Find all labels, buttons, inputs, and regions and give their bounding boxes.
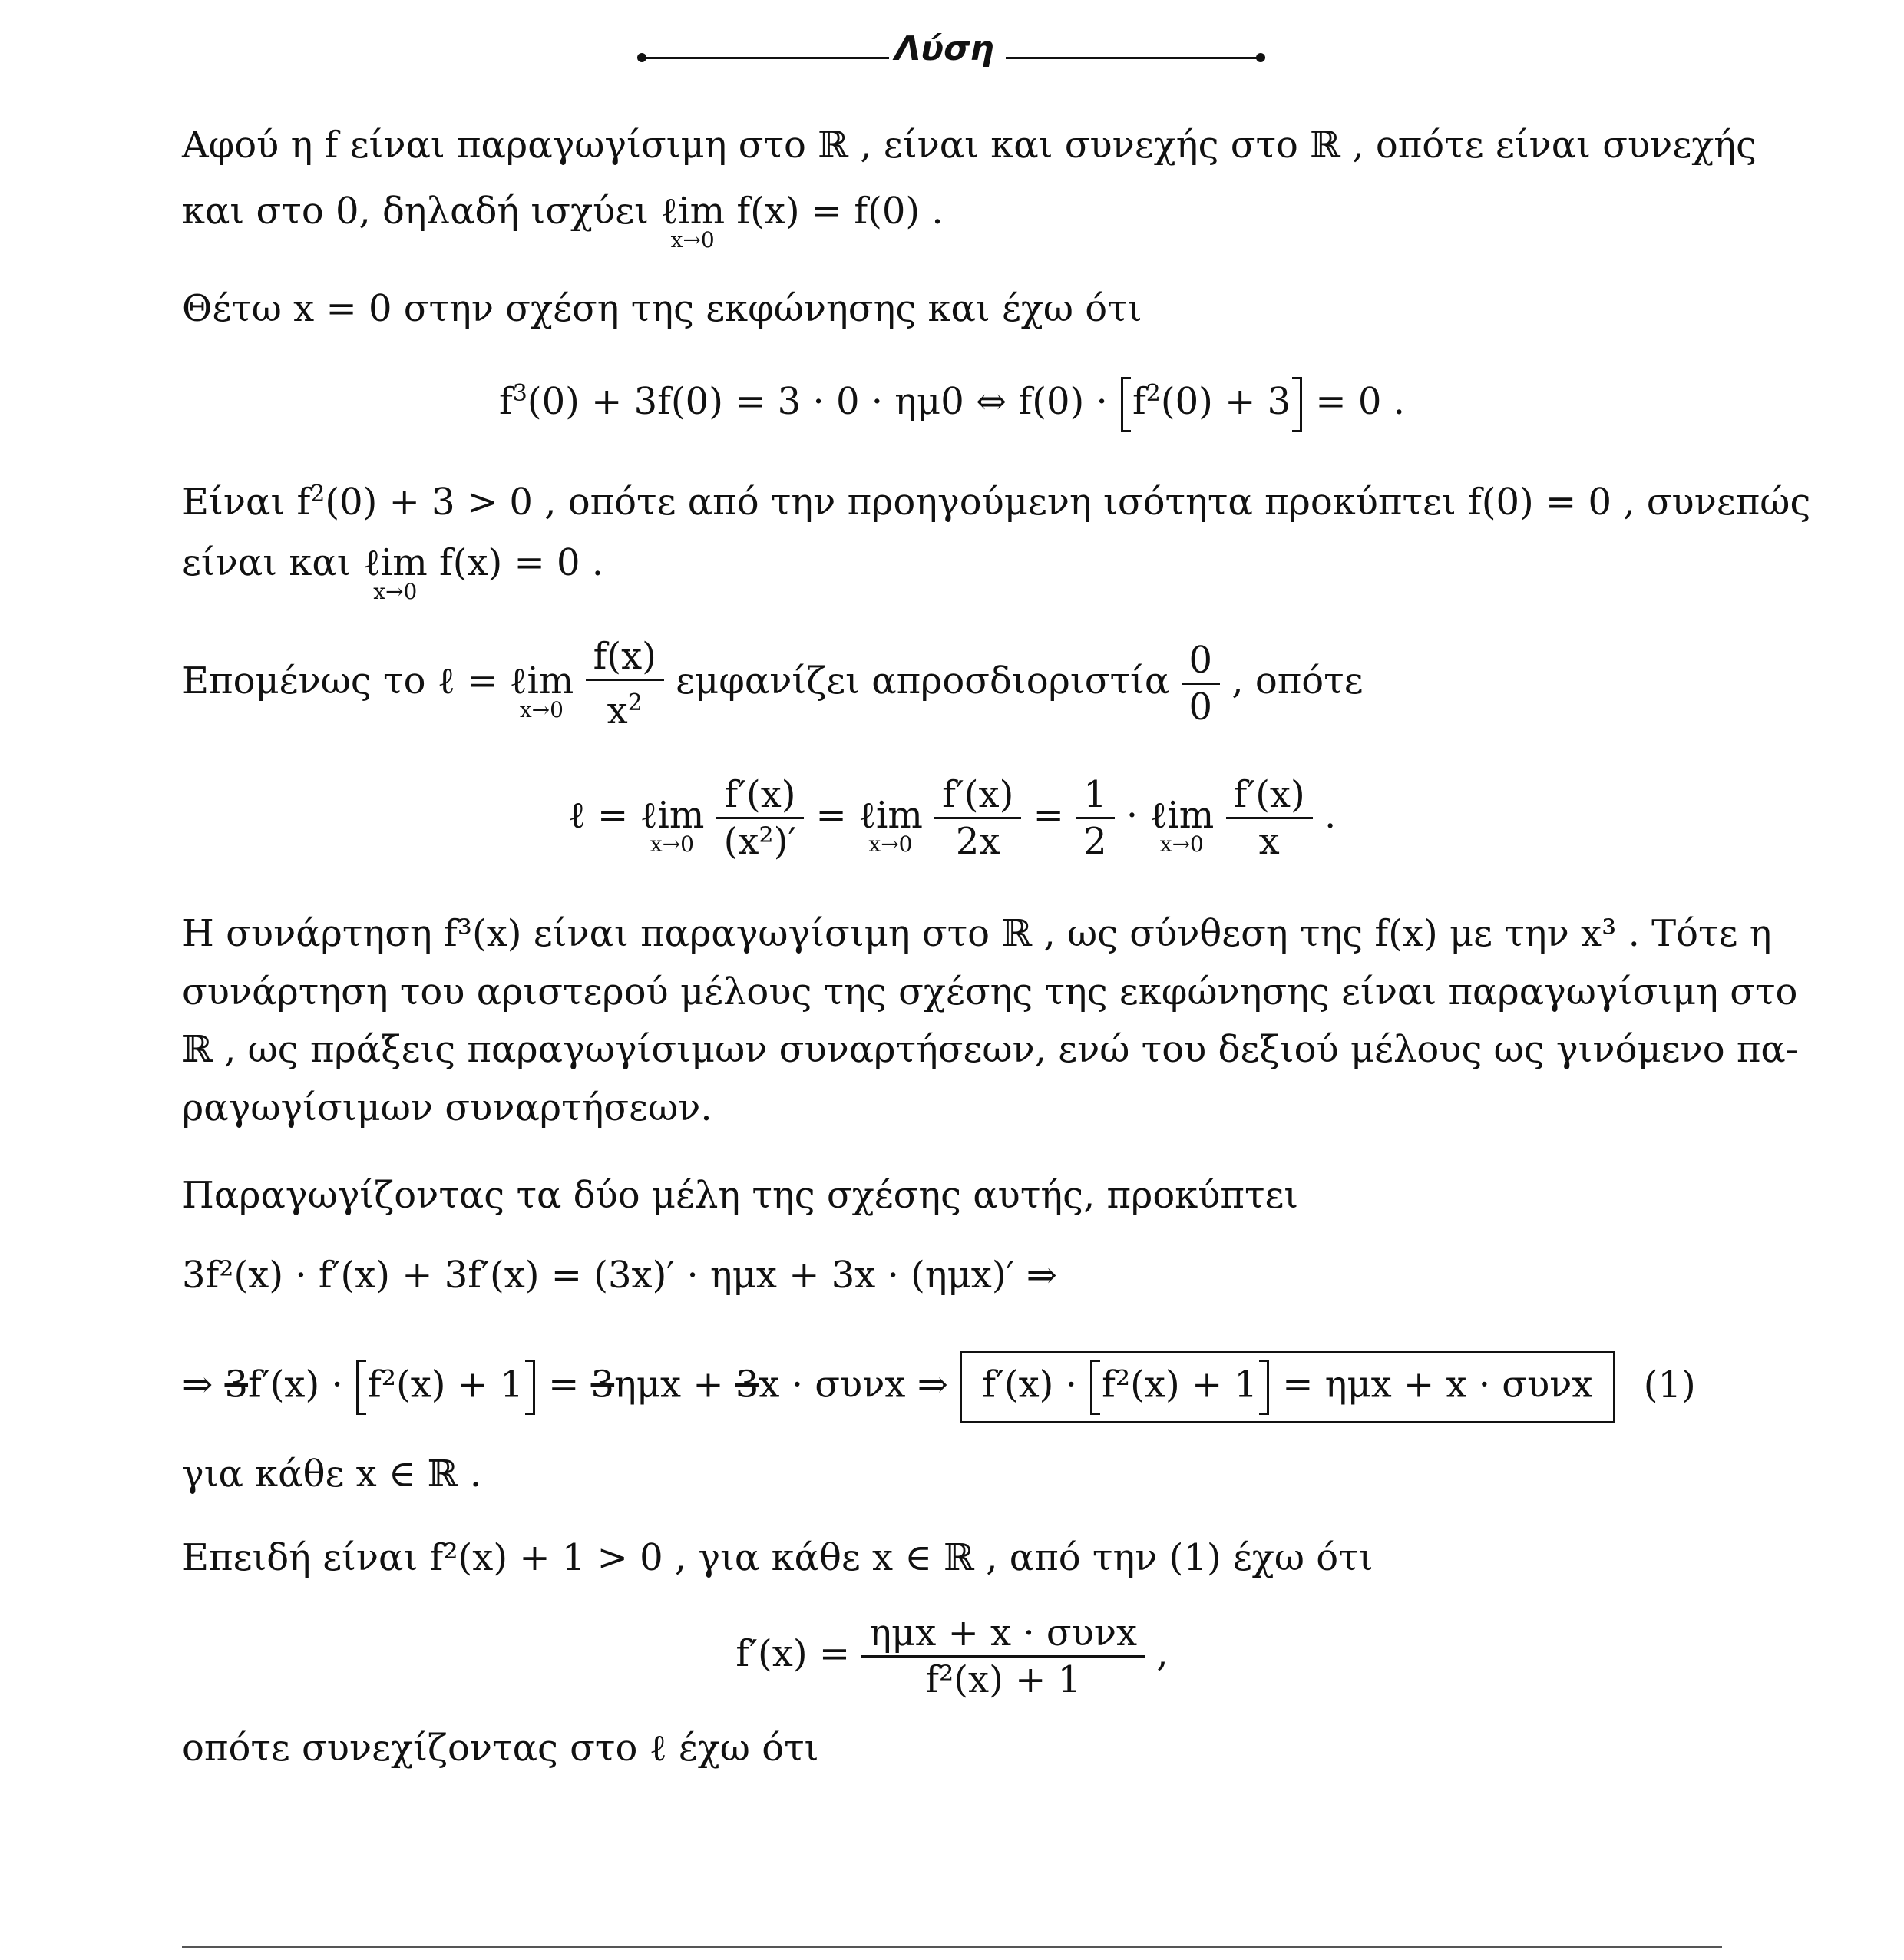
eq1-f: f — [499, 380, 513, 423]
paragraph-5-line-4: ραγωγίσιμων συναρτήσεων. — [182, 1086, 712, 1129]
fraction-numerator: ημx + x · συνx — [861, 1611, 1145, 1658]
right-dot-ornament — [1256, 53, 1265, 62]
fraction-denominator: 0 — [1188, 686, 1213, 729]
fraction-half — [1076, 772, 1115, 864]
p3-rest: (0) + 3 > 0 , οπότε από την προηγούμενη ισότητα προκύπτει f(0) = 0 , συνεπώς — [325, 481, 1811, 524]
right-bracket — [525, 1360, 535, 1415]
limit-subscript: x→0 — [650, 831, 694, 857]
limit-label: ℓim — [660, 190, 726, 233]
equation-4 — [182, 1351, 1696, 1423]
paragraph-1-line-2-prefix: και στο 0, δηλαδή ισχύει — [182, 190, 661, 233]
limit-subscript: x→0 — [1159, 831, 1204, 857]
left-bracket — [1121, 377, 1131, 432]
fraction-denominator: f²(x) + 1 — [925, 1658, 1082, 1701]
eq2-end: . — [1324, 794, 1337, 837]
limit-label: ℓim — [640, 794, 705, 837]
p3-prefix: Είναι f — [182, 481, 311, 524]
limit-subscript: x→0 — [670, 227, 715, 253]
limit-subscript: x→0 — [373, 579, 418, 604]
fraction-3 — [1226, 772, 1313, 864]
fraction-denominator: 2 — [1083, 820, 1107, 863]
limit-label: ℓim — [362, 541, 428, 584]
fraction-1 — [716, 772, 805, 864]
fraction-denominator: 2x — [955, 820, 1000, 863]
fraction-numerator: 0 — [1182, 638, 1221, 685]
limit-operator — [640, 793, 705, 857]
paragraph-5-line-2: συνάρτηση του αριστερού μέλους της σχέσης της εκφώνησης είναι παραγωγίσιμη στο — [182, 970, 1798, 1013]
eq4-part-e: x · συνx ⇒ — [759, 1363, 960, 1406]
p3-exponent: 2 — [310, 481, 326, 507]
eq1-inner-f: f — [1132, 380, 1146, 423]
boxed-result — [960, 1351, 1615, 1423]
p4-suffix: , οπότε — [1231, 659, 1364, 702]
boxed-part-b: f²(x) + 1 — [1102, 1363, 1258, 1406]
cancelled-3: 3 — [224, 1363, 249, 1406]
paragraph-8: Επειδή είναι f²(x) + 1 > 0 , για κάθε x ∈ ℝ , από την (1) έχω ότι — [182, 1536, 1373, 1579]
limit-label: ℓim — [1149, 794, 1215, 837]
equation-1 — [0, 372, 1904, 432]
dot: · — [1126, 794, 1150, 837]
limit-operator — [362, 540, 428, 604]
left-bracket — [356, 1360, 366, 1415]
eq1-inner-rest: (0) + 3 — [1160, 380, 1291, 423]
eq1-middle: (0) + 3f(0) = 3 · 0 · ημ0 ⇔ f(0) · — [527, 380, 1120, 423]
limit-operator — [858, 793, 923, 857]
limit-subscript: x→0 — [868, 831, 913, 857]
paragraph-1-line-2-suffix: f(x) = f(0) . — [736, 190, 944, 233]
fraction-derivative — [861, 1611, 1145, 1702]
den-exponent: 2 — [627, 689, 643, 716]
cancelled-3: 3 — [735, 1363, 759, 1406]
right-rule — [1006, 57, 1259, 59]
paragraph-5-line-1: Η συνάρτηση f³(x) είναι παραγωγίσιμη στο ℝ , ως σύνθεση της f(x) με την x³ . Τότε η — [182, 912, 1772, 955]
eq4-part-a: f′(x) · — [248, 1363, 355, 1406]
right-bracket — [1292, 377, 1302, 432]
equation-5 — [0, 1611, 1904, 1702]
fraction-numerator: f′(x) — [1226, 772, 1313, 819]
paragraph-9: οπότε συνεχίζοντας στο ℓ έχω ότι — [182, 1727, 819, 1770]
fraction-zero-over-zero — [1182, 638, 1221, 729]
paragraph-1-line-1: Αφού η f είναι παραγωγίσιμη στο ℝ , είναι και συνεχής στο ℝ , οπότε είναι συνεχής — [182, 124, 1757, 167]
eq1-exponent: 3 — [512, 380, 527, 407]
equals: = — [815, 794, 859, 837]
eq1-inner-exponent: 2 — [1145, 380, 1161, 407]
eq4-part-d: ημx + — [614, 1363, 735, 1406]
fraction-numerator: f′(x) — [934, 772, 1021, 819]
equation-tag: (1) — [1643, 1363, 1696, 1406]
equation-2 — [0, 772, 1904, 864]
eq5-end: , — [1156, 1632, 1169, 1675]
limit-label: ℓim — [509, 659, 574, 702]
fraction-denominator: (x²)′ — [723, 820, 797, 863]
eq1-right: = 0 . — [1304, 380, 1405, 423]
p3-line2-prefix: είναι και — [182, 541, 363, 584]
footer-rule — [182, 1946, 1722, 1948]
fraction-denominator — [586, 681, 664, 733]
left-bracket — [1090, 1360, 1100, 1415]
section-title: Λύση — [894, 29, 994, 68]
limit-operator — [660, 189, 726, 253]
eq4-part-b: f²(x) + 1 — [368, 1363, 524, 1406]
eq2-lhs: ℓ = — [567, 794, 640, 837]
paragraph-6: Παραγωγίζοντας τα δύο μέλη της σχέσης αυτής, προκύπτει — [182, 1174, 1299, 1217]
limit-subscript: x→0 — [519, 697, 564, 722]
den-base: x — [607, 689, 628, 732]
eq5-lhs: f′(x) = — [735, 1632, 862, 1675]
fraction-numerator: f(x) — [586, 634, 664, 681]
paragraph-4 — [182, 634, 1364, 733]
cancelled-3: 3 — [590, 1363, 615, 1406]
p4-middle: εμφανίζει απροσδιοριστία — [676, 659, 1182, 702]
equals: = — [1033, 794, 1076, 837]
equation-3: 3f²(x) · f′(x) + 3f′(x) = (3x)′ · ημx + 3x · (ημx)′ ⇒ — [182, 1254, 1057, 1297]
p3-line2-suffix: f(x) = 0 . — [438, 541, 604, 584]
section-header — [0, 29, 1904, 83]
paragraph-3-line-1 — [182, 472, 1810, 524]
fraction-2 — [934, 772, 1021, 864]
right-bracket — [1259, 1360, 1269, 1415]
limit-operator — [1149, 793, 1215, 857]
paragraph-5-line-3: ℝ , ως πράξεις παραγωγίσιμων συναρτήσεων, ενώ του δεξιού μέλους ως γινόμενο πα- — [182, 1028, 1799, 1071]
boxed-part-a: f′(x) · — [982, 1363, 1089, 1406]
paragraph-1-line-2 — [182, 189, 944, 253]
fraction-f-over-x2 — [586, 634, 664, 733]
paragraph-3-line-2 — [182, 540, 604, 604]
boxed-part-c: = ημx + x · συνx — [1270, 1363, 1593, 1406]
p4-prefix: Επομένως το ℓ = — [182, 659, 510, 702]
paragraph-2: Θέτω x = 0 στην σχέση της εκφώνησης και έχω ότι — [182, 287, 1142, 330]
limit-label: ℓim — [858, 794, 923, 837]
eq4-part-c: = — [536, 1363, 591, 1406]
paragraph-7: για κάθε x ∈ ℝ . — [182, 1453, 482, 1496]
left-rule — [645, 57, 889, 59]
implies-arrow: ⇒ — [182, 1363, 225, 1406]
fraction-numerator: 1 — [1076, 772, 1115, 819]
limit-operator — [509, 659, 574, 722]
fraction-denominator: x — [1258, 820, 1280, 863]
fraction-numerator: f′(x) — [716, 772, 805, 819]
